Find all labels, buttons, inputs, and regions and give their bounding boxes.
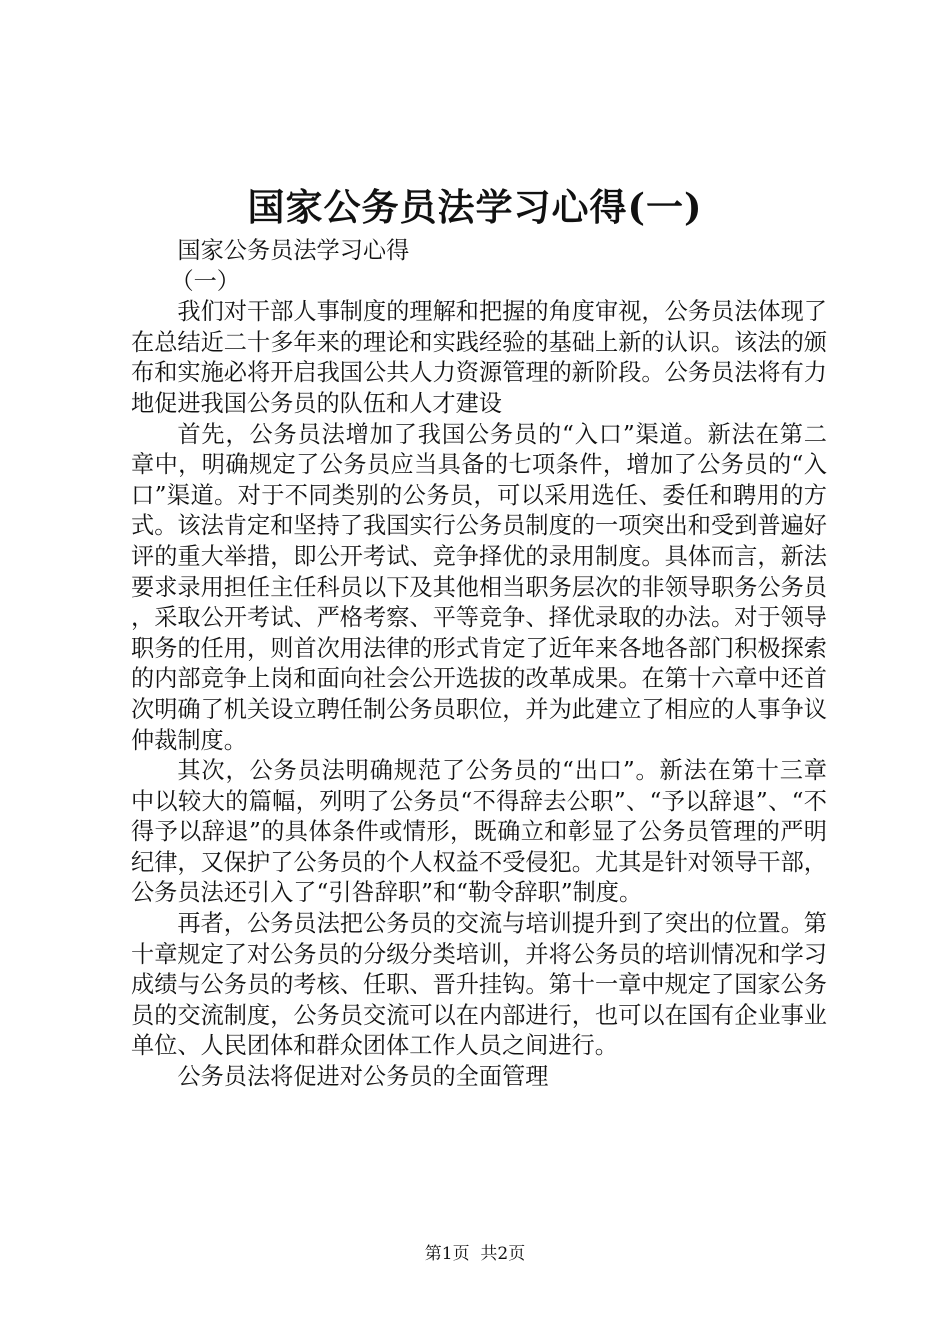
page-total: 共2页 (480, 1244, 526, 1264)
document-title: 国家公务员法学习心得(一) (247, 185, 703, 229)
page-number: 第1页 (424, 1244, 470, 1264)
document-subtitle: 国家公务员法学习心得 (177, 237, 410, 264)
paragraph-training: 再者，公务员法把公务员的交流与培训提升到了突出的位置。第十章规定了对公务员的分级分类培训，并将公务员的培训情况和学习成绩与公务员的考核、任职、晋升挂钩。第十一章中规定了国家公务员的交流制度，公务员交流可以在内部进行，也可以在国有企业事业单位、人民团体和群众团体工作人员之间进行。 (131, 910, 827, 1060)
part-marker: （一） (170, 267, 240, 295)
paragraph-entrance: 首先，公务员法增加了我国公务员的“入口”渠道。新法在第二章中，明确规定了公务员应当具备的七项条件，增加了公务员的“入口”渠道。对于不同类别的公务员，可以采用选任、委任和聘用的方式。该法肯定和坚持了我国实行公务员制度的一项突出和受到普遍好评的重大举措，即公开考试、竞争择优的录用制度。具体而言，新法要求录用担任主任科员以下及其他相当职务层次的非领导职务公务员，采取公开考试、严格考察、平等竞争、择优录取的办法。对于领导职务的任用，则首次用法律的形式肯定了近年来各地各部门积极探索的内部竞争上岗和面向社会公开选拔的改革成果。在第十六章中还首次明确了机关设立聘任制公务员职位，并为此建立了相应的人事争议仲裁制度。 (131, 420, 827, 754)
paragraph-management: 公务员法将促进对公务员的全面管理 (177, 1063, 549, 1091)
page-footer (0, 1243, 950, 1265)
paragraph-intro: 我们对干部人事制度的理解和把握的角度审视，公务员法体现了在总结近二十多年来的理论和实践经验的基础上新的认识。该法的颁布和实施必将开启我国公共人力资源管理的新阶段。公务员法将有力地促进我国公务员的队伍和人才建设 (131, 298, 827, 417)
paragraph-exit: 其次，公务员法明确规范了公务员的“出口”。新法在第十三章中以较大的篇幅，列明了公务员“不得辞去公职”、“予以辞退”、“不得予以辞退”的具体条件或情形，既确立和彰显了公务员管理的严明纪律，又保护了公务员的个人权益不受侵犯。尤其是针对领导干部，公务员法还引入了“引咎辞职”和“勒令辞职”制度。 (131, 757, 827, 907)
document-body (131, 236, 827, 1093)
